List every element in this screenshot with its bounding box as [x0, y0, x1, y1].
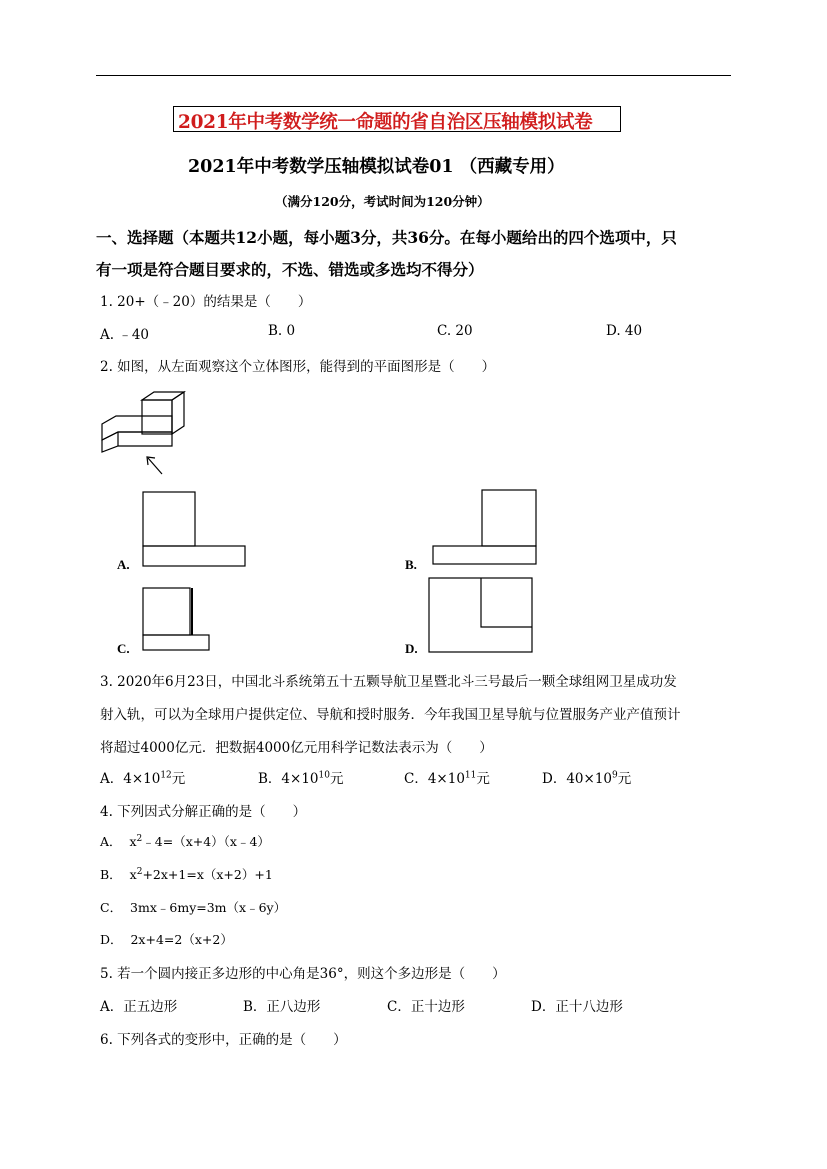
- section-heading-line2: 有一项是符合题目要求的，不选、错选或多选均不得分）: [96, 260, 484, 279]
- question-5-option-d: D．正十八边形: [531, 999, 623, 1015]
- exam-subtitle: （满分120分，考试时间为120分钟）: [275, 194, 490, 209]
- question-1-option-a: A. ﹣40: [100, 327, 150, 343]
- question-5-option-a: A．正五边形: [100, 999, 178, 1015]
- exam-banner: [173, 106, 621, 132]
- question-1-option-c: C. 20: [437, 323, 473, 339]
- option-d-figure: [426, 576, 536, 656]
- question-6-stem: 6. 下列各式的变形中，正确的是（ ）: [100, 1032, 347, 1048]
- header-rule: [96, 75, 731, 76]
- option-b-figure: [430, 488, 540, 568]
- section-heading-line1: 一、选择题（本题共12小题，每小题3分，共36分。在每小题给出的四个选项中，只: [96, 228, 677, 247]
- question-3-option-c: C．$4\times 10^{11}$元: [404, 770, 490, 787]
- option-d-label: D.: [405, 641, 418, 656]
- question-4-option-c: C． 3mx﹣6my=3m（x﹣6y）: [100, 900, 287, 915]
- question-5-stem: 5. 若一个圆内接正多边形的中心角是36°，则这个多边形是（ ）: [100, 966, 506, 982]
- question-5-option-b: B．正八边形: [243, 999, 321, 1015]
- question-4-option-d: D． 2x+4=2（x+2）: [100, 932, 233, 947]
- option-b-label: B.: [405, 557, 417, 572]
- question-4-stem: 4. 下列因式分解正确的是（ ）: [100, 804, 307, 820]
- exam-banner-text: 2021年中考数学统一命题的省自治区压轴模拟试卷: [178, 112, 593, 133]
- page-title: 2021年中考数学压轴模拟试卷01 （西藏专用）: [188, 157, 565, 177]
- option-c-figure: [140, 584, 214, 652]
- question-1-option-d: D. 40: [606, 323, 643, 339]
- question-3-option-b: B．$4\times 10^{10}$元: [258, 770, 344, 787]
- question-3-line2: 射入轨，可以为全球用户提供定位、导航和授时服务．今年我国卫星导航与位置服务产业产值预计: [100, 707, 681, 723]
- question-2-stem: 2. 如图，从左面观察这个立体图形，能得到的平面图形是（ ）: [100, 359, 496, 375]
- question-5-option-c: C．正十边形: [387, 999, 465, 1015]
- solid-figure-3d: [96, 386, 186, 478]
- question-3-line3: 将超过4000亿元．把数据4000亿元用科学记数法表示为（ ）: [100, 740, 493, 756]
- question-3-option-d: D．$40\times 10^9$元: [542, 770, 632, 787]
- question-4-option-a: A． $x^2﹣4=(x+4)(x﹣4)$: [100, 833, 270, 849]
- question-1-stem: 1. 20+（﹣20）的结果是（ ）: [100, 294, 312, 310]
- option-c-label: C.: [117, 641, 130, 656]
- option-a-label: A.: [117, 557, 130, 572]
- question-1-option-b: B. 0: [268, 323, 296, 339]
- option-a-figure: [140, 490, 250, 570]
- question-3-option-a: A．$4\times 10^{12}$元: [100, 770, 186, 787]
- question-3-line1: 3. 2020年6月23日，中国北斗系统第五十五颗导航卫星暨北斗三号最后一颗全球组网卫星成功发: [100, 674, 677, 690]
- question-4-option-b: B． $x^2+2x+1=x(x+2)+1$: [100, 866, 273, 882]
